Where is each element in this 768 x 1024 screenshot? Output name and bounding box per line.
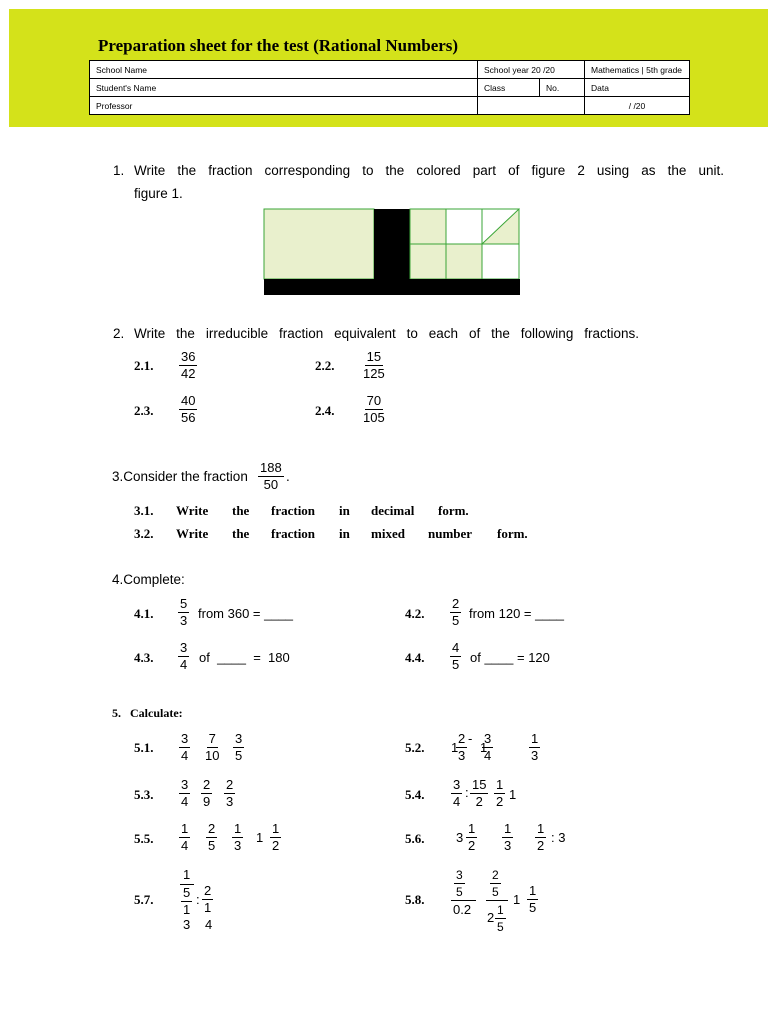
fraction: $\frac{1}{3}$ — [504, 821, 512, 853]
fraction: $\frac{1}{3}$ — [234, 821, 242, 853]
item-4-2-text: from 120 = ____ — [469, 606, 565, 621]
fraction-4-4: $\frac{4}{5}$ — [452, 640, 460, 672]
professor-field[interactable]: Professor — [90, 97, 478, 115]
item-4-4-text: of ____ = 120 — [470, 650, 550, 665]
fraction-2-4: $\frac{70}{105}$ — [363, 393, 385, 425]
info-table — [89, 60, 690, 115]
fraction: $\frac{2}{5}$ — [492, 868, 499, 899]
q3-2-word: form. — [497, 526, 528, 541]
fraction: $\frac{15}{2}$ — [472, 777, 487, 809]
class-field[interactable]: Class — [478, 79, 540, 97]
subject-cell: Mathematics | 5th grade — [585, 61, 690, 79]
fraction: $\frac{1}{4}$ — [181, 821, 189, 853]
students-name-field[interactable]: Student's Name — [90, 79, 478, 97]
fraction-2-3: $\frac{40}{56}$ — [181, 393, 196, 425]
item-4-1-label: 4.1. — [134, 606, 154, 621]
item-2-3-label: 2.3. — [134, 403, 154, 418]
figure-2-grid — [410, 209, 519, 279]
operator: : — [196, 892, 200, 907]
school-name-field[interactable]: School Name — [90, 61, 478, 79]
fraction-2-2: $\frac{15}{125}$ — [363, 349, 385, 381]
item-2-4-label: 2.4. — [315, 403, 335, 418]
fraction: $\frac{1}{5}$ — [497, 903, 504, 934]
item-5-1-label: 5.1. — [134, 740, 154, 755]
fraction: $\frac{7}{10}$ — [205, 731, 220, 763]
operator: : — [465, 785, 469, 800]
fraction: $\frac{1}{2}$ — [468, 821, 476, 853]
figure-separator — [374, 209, 410, 279]
whole-number: 1 — [256, 830, 264, 845]
fraction-2-1: $\frac{36}{42}$ — [181, 349, 196, 381]
fraction: $\frac{1}{2}$ — [496, 777, 504, 809]
fraction: $\frac{3}{4}$ — [181, 777, 189, 809]
denominator: 4 — [205, 917, 213, 932]
page-title: Preparation sheet for the test (Rational Numbers) — [98, 36, 459, 55]
operator: - — [468, 731, 473, 746]
item-4-1-text: from 360 = ____ — [198, 606, 294, 621]
whole-number: 1 — [451, 740, 459, 755]
q3-1-word: decimal — [371, 503, 415, 518]
whole-number: 1 — [509, 787, 517, 802]
item-5-7-label: 5.7. — [134, 892, 154, 907]
item-5-8-label: 5.8. — [405, 892, 425, 907]
numerator: 1 — [183, 867, 191, 882]
whole-number: 1 — [513, 892, 521, 907]
fraction: $\frac{3}{5}$ — [456, 868, 463, 899]
fraction-bar — [486, 900, 508, 901]
item-5-2-label: 5.2. — [405, 740, 425, 755]
fraction: $\frac{3}{4}$ — [484, 731, 492, 763]
q3-1-word: Write — [176, 503, 209, 518]
figure-1-rect — [264, 209, 374, 279]
fraction: $\frac{1}{3}$ — [531, 731, 539, 763]
q3-suffix: . — [286, 469, 290, 484]
q2-text: Write the irreducible fraction equivalent to each of the following fractions. — [134, 326, 639, 341]
fraction: $\frac{1}{2}$ — [537, 821, 545, 853]
q3-1-label: 3.1. — [134, 503, 154, 518]
whole-number: 1 — [480, 740, 488, 755]
q3-1-word: the — [232, 503, 250, 518]
fraction-figure — [262, 207, 522, 297]
operator: : 3 — [551, 830, 566, 845]
item-4-3-text: of ____ = 180 — [199, 650, 290, 665]
q1-number: 1. — [113, 163, 125, 178]
q3-2-word: in — [339, 526, 350, 541]
fraction: $\frac{1}{2}$ — [272, 821, 280, 853]
figure-base-bar — [264, 279, 520, 295]
q3-prefix: 3.Consider the fraction — [112, 469, 248, 484]
item-5-5-label: 5.5. — [134, 831, 154, 846]
item-4-2-label: 4.2. — [405, 606, 425, 621]
data-field[interactable]: Data — [585, 79, 690, 97]
whole-number: 3 — [456, 830, 464, 845]
q3-1-word: form. — [438, 503, 469, 518]
q3-2-word: Write — [176, 526, 209, 541]
number-field[interactable]: No. — [540, 79, 585, 97]
fraction: $\frac{3}{4}$ — [453, 777, 461, 809]
fraction: $\frac{3}{4}$ — [181, 731, 189, 763]
q3-1-word: fraction — [271, 503, 316, 518]
q1-text: Write the fraction corresponding to the colored part of figure 2 using as the unit. — [134, 163, 724, 178]
q4-title: 4.Complete: — [112, 572, 185, 587]
whole-number: 2 — [487, 910, 495, 925]
q1-text-2: figure 1. — [134, 186, 183, 201]
fraction: $\frac{2}{1}$ — [204, 883, 212, 915]
fraction: $\frac{2}{9}$ — [203, 777, 211, 809]
item-4-3-label: 4.3. — [134, 650, 154, 665]
item-5-6-label: 5.6. — [405, 831, 425, 846]
denominator: 3 — [183, 917, 191, 932]
fraction-4-1: $\frac{5}{3}$ — [180, 596, 188, 628]
fraction-3: $\frac{188}{50}$ — [260, 460, 282, 492]
item-5-3-label: 5.3. — [134, 787, 154, 802]
q3-2-word: mixed — [371, 526, 405, 541]
fraction: $\frac{2}{3}$ — [226, 777, 234, 809]
q3-2-label: 3.2. — [134, 526, 154, 541]
item-5-4-label: 5.4. — [405, 787, 425, 802]
fraction-bar — [451, 900, 476, 901]
school-year-field[interactable]: School year 20 /20 — [478, 61, 585, 79]
fraction: $\frac{1}{5}$ — [529, 883, 537, 915]
fraction: $\frac{2}{3}$ — [458, 731, 466, 763]
fraction: $\frac{5}{1}$ — [183, 885, 191, 917]
fraction-4-2: $\frac{2}{5}$ — [452, 596, 460, 628]
denominator: 0.2 — [453, 902, 472, 917]
fraction: $\frac{3}{5}$ — [235, 731, 243, 763]
item-2-1-label: 2.1. — [134, 358, 154, 373]
q2-number: 2. — [113, 326, 125, 341]
q3-2-word: the — [232, 526, 250, 541]
fraction: $\frac{2}{5}$ — [208, 821, 216, 853]
q5-title: 5. Calculate: — [112, 706, 183, 720]
q3-2-word: fraction — [271, 526, 316, 541]
q3-1-word: in — [339, 503, 350, 518]
q3-2-word: number — [428, 526, 473, 541]
item-2-2-label: 2.2. — [315, 358, 335, 373]
fraction-4-3: $\frac{3}{4}$ — [180, 640, 188, 672]
item-4-4-label: 4.4. — [405, 650, 425, 665]
date-field[interactable]: / /20 — [585, 97, 690, 115]
